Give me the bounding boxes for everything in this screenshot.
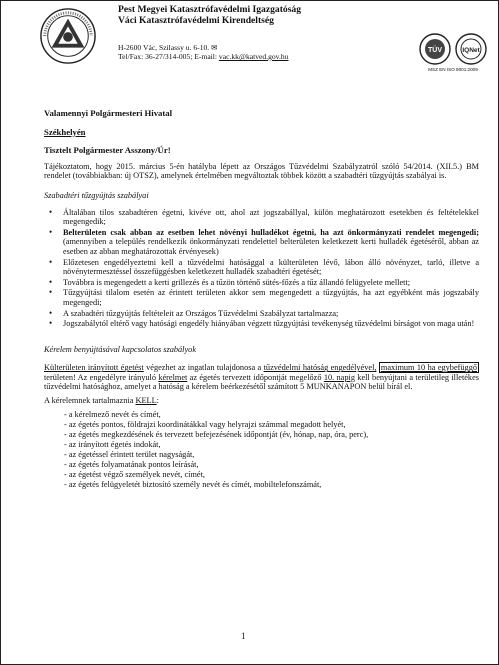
svg-text:IQNet: IQNet (462, 47, 480, 54)
list-item: • Továbbra is megengedett a kerti grillezés és a tűzön történő sütés-főzés a tűz állandó felügyelete mellett; (44, 278, 479, 288)
address: H-2600 Vác, Szilassy u. 6-10. ✉ (118, 43, 218, 52)
disaster-management-logo (39, 7, 97, 65)
text-run: : (156, 396, 159, 406)
page-number: 1 (241, 631, 246, 641)
list-item: • Előzetesen engedélyeztetni kell a tűzvédelmi hatósággal a külterületen lévő, lábon álló növényzet, tarló, illetve a növénytermesztéssel összefüggésben keletkezett hulladék szabadtéri égetését; (44, 258, 479, 277)
list-item (44, 228, 479, 257)
recipient: Valamennyi Polgármesteri Hivatal (44, 108, 173, 118)
requirements-list (64, 410, 479, 490)
section-title-outdoor-fire: Szabadtéri tűzgyújtás szabályai (44, 190, 149, 200)
authority-permit: tűzvédelmi hatóság engedélyével, (263, 363, 377, 373)
text-run: végezhet az ingatlan tulajdonosa a (143, 363, 264, 373)
application-paragraph (44, 363, 479, 392)
bold-rule: Belterületen csak abban az esetben lehet növényi hulladékot égetni, ha azt önkormányzati rendelet megengedi; (63, 227, 479, 237)
controlled-burning: Külterületen irányított égetést (44, 363, 144, 373)
rule-note: (amennyiben a település rendelkezik önkormányzati rendelettel belterületen keletkezett kerti hulladék égetéséről, abban az esetben az abban meghatározottak érvényesek) (63, 237, 479, 256)
list-item: • A szabadtéri tűzgyújtás feltételeit az Országos Tűzvédelmi Szabályzat tartalmazza; (44, 309, 479, 319)
deadline: 10. napig (323, 372, 355, 382)
section-title-application: Kérelem benyújtásával kapcsolatos szabályok (44, 344, 197, 354)
rules-list (44, 208, 479, 329)
text-run: kell benyújtani a területileg illetékes tűzvédelmi hatósághoz, amelyet a hatóság a kérelem beérkezésétől számított 5 MUNKANAPON belül bírál el. (44, 372, 479, 392)
certification-text: MSZ EN ISO 9001:2009 (428, 67, 478, 72)
application-word: kérelmet (158, 372, 188, 382)
contact-line (118, 52, 418, 61)
svg-text:TÜV: TÜV (428, 47, 442, 54)
text-run: az égetés tervezett időpontját megelőző (187, 372, 324, 382)
list-item: - az égetés felügyeletét biztosító személy nevét és címét, mobiltelefonszámát, (64, 480, 322, 490)
list-item: - az égetés megkezdésének és tervezett befejezésének időpontját (év, hónap, nap, óra, perc), (64, 429, 369, 439)
list-item: - az égetés folyamatának pontos leírását, (64, 460, 199, 470)
list-item: - az irányított égetés indokát, (64, 439, 161, 449)
list-item: - az égetést végző személyek nevét, címét, (64, 470, 205, 480)
tel-fax: Tel/Fax: 36-27/314-005; E-mail: (118, 52, 219, 61)
org-line1: Pest Megyei Katasztrófavédelmi Igazgatóság (118, 4, 302, 15)
text-run: területen! Az engedélyre irányuló (44, 372, 159, 382)
list-item: • Jogszabálytól eltérő vagy hatósági engedély hiányában végzett tűzgyújtási tevékenység tűzvédelmi bírságot von maga után! (44, 319, 479, 329)
text-run: A kérelemnek tartalmaznia (44, 396, 136, 406)
seat: Székhelyén (44, 126, 86, 137)
address-block (118, 43, 418, 61)
list-item: - az égetéssel érintett terület nagyságát, (64, 450, 195, 460)
must-word: KELL (135, 396, 157, 406)
list-item: • Tűzgyújtási tilalom esetén az érintett területen akkor sem megengedett a tűzgyújtás, ha azt egyébként más jogszabály megengedi; (44, 288, 479, 307)
intro-paragraph: Tájékoztatom, hogy 2015. március 5-én hatályba lépett az Országos Tűzvédelmi Szabályzatról szóló 54/2014. (XII.5.) BM rendelet (továbbiakban: új OTSZ), amelynek értelmében megváltoztak többek között a szabadtéri tűzgyújtás szabályai is. (44, 161, 479, 181)
org-line2: Váci Katasztrófavédelmi Kirendeltség (118, 15, 274, 26)
max-area: maximum 10 ha egybefüggő (380, 363, 477, 373)
organization-name (118, 4, 418, 26)
list-item: • Általában tilos szabadtéren égetni, kivéve ott, ahol azt jogszabállyal, külön meghatározott esetekben és feltételekkel megengedik; (44, 208, 479, 227)
must-contain-line (44, 396, 479, 406)
list-item: - a kérelmező nevét és címét, (64, 409, 161, 419)
letter-body (44, 91, 479, 490)
greeting: Tisztelt Polgármester Asszony/Úr! (44, 145, 171, 156)
list-item: - az égetés pontos, földrajzi koordinátákkal vagy helyrajzi számmal megadott helyét, (64, 419, 346, 429)
email-link[interactable]: vac.kk@katved.gov.hu (218, 52, 289, 61)
